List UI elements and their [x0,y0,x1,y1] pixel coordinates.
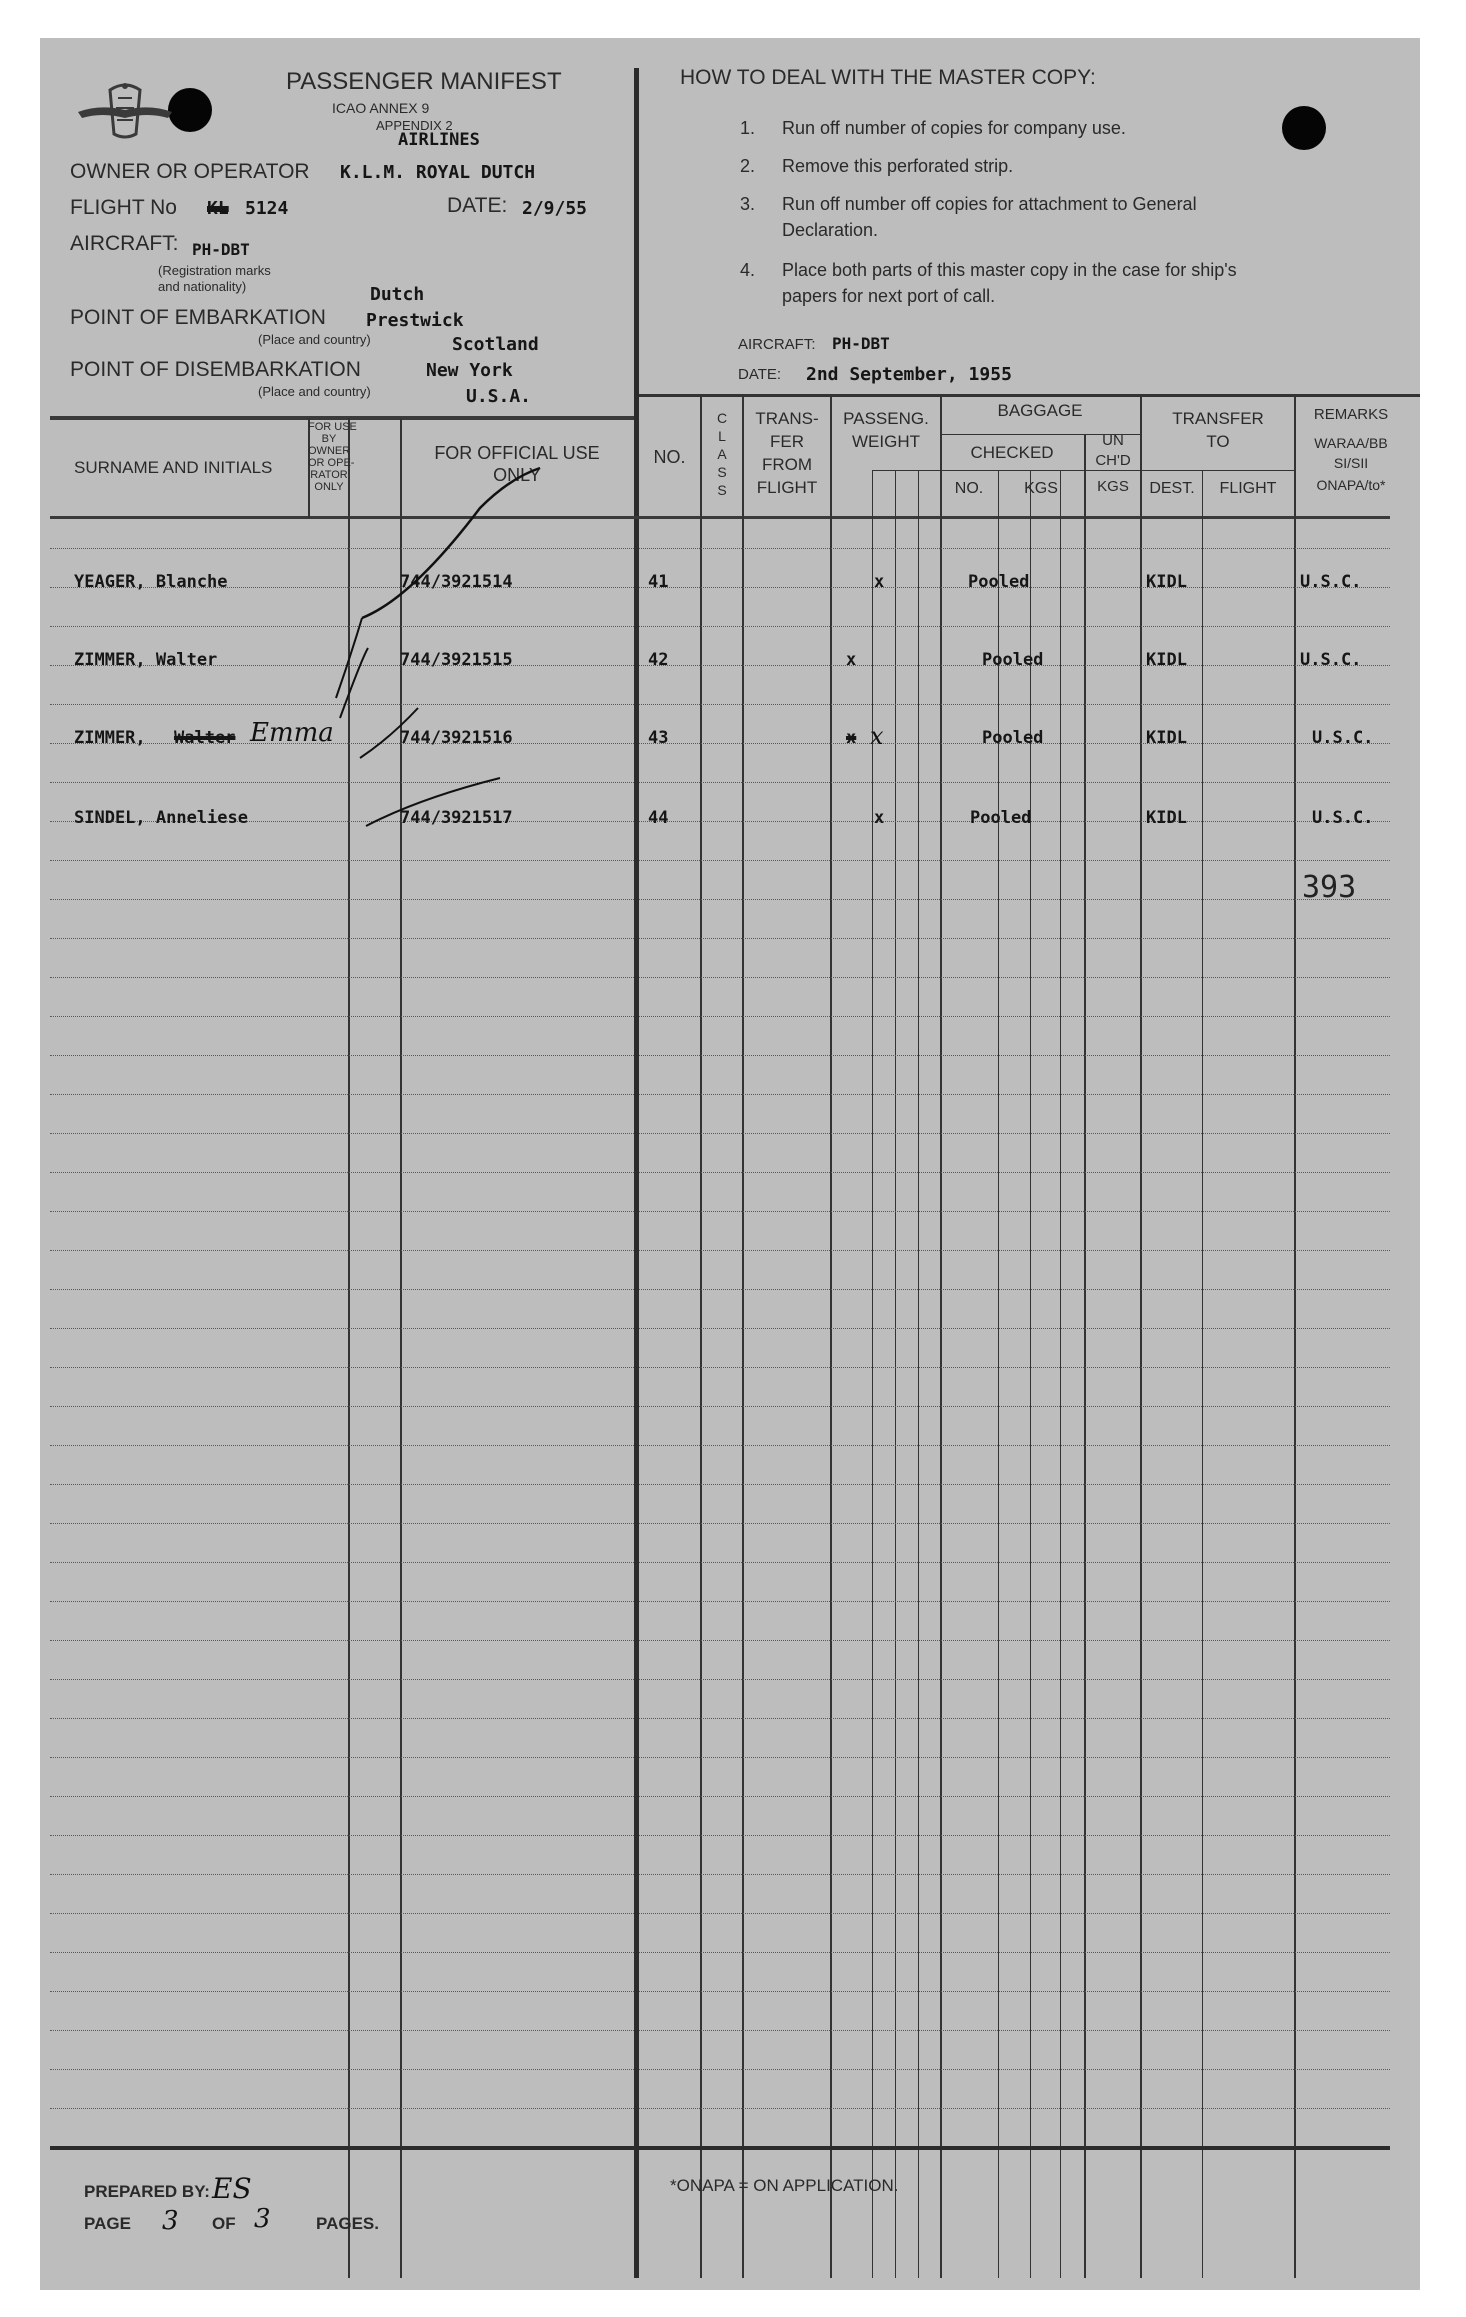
passenger-1-remarks: U.S.C. [1300,572,1362,592]
row-line-left [50,1406,634,1407]
date-value: 2/9/55 [522,198,588,219]
page-label: PAGE [84,2214,131,2233]
row-line-right [639,2030,1390,2031]
instruction-3-text-1: Run off number off copies for attachment to General [782,194,1197,214]
instruction-3-text-2: Declaration. [782,220,879,240]
passenger-4-no: 44 [648,808,669,828]
header-class-5: S [717,482,727,498]
row-line-right [639,977,1390,978]
col-line-remarks [1294,396,1296,2278]
passenger-2-name: ZIMMER, Walter [74,650,218,670]
of-label: OF [212,2214,236,2233]
header-transfer-to-1: TRANSFER [1172,409,1264,428]
row-line-left [50,1640,634,1641]
passenger-3-name-handwritten: Emma [250,718,334,748]
row-line-left [50,2108,634,2109]
passenger-4-dest: KIDL [1146,808,1187,828]
row-line-right [639,1757,1390,1758]
row-line-right [639,1835,1390,1836]
instruction-aircraft-label: AIRCRAFT: [738,336,816,353]
row-line-right [639,860,1390,861]
aircraft-label: AIRCRAFT: [70,232,179,255]
header-weight-1: PASSENG. [843,409,929,428]
header-owner-use-1: FOR USE [308,421,357,433]
instruction-aircraft-value: PH-DBT [832,334,890,353]
row-line-right [639,938,1390,939]
col-line-bag-kgs-sub-2 [1060,470,1061,2278]
header-owner-use-6: ONLY [314,481,344,493]
row-line-left [50,1757,634,1758]
row-line-right [639,1367,1390,1368]
flight-prefix-struck: KL [207,198,229,219]
row-line-right [639,1445,1390,1446]
passenger-4-name: SINDEL, Anneliese [74,808,248,828]
col-line-dest [1202,470,1203,2278]
row-line-right [639,1055,1390,1056]
header-transfer-from-4: FLIGHT [756,478,818,497]
row-line-right [639,1484,1390,1485]
row-line-left [50,977,634,978]
date-label: DATE: [447,194,508,217]
row-line-right [639,626,1390,627]
header-weight-2: WEIGHT [852,432,920,451]
row-line-right [639,782,1390,783]
perforation-divider [634,68,639,2278]
instruction-2-num: 2. [740,156,756,176]
row-line-left [50,1562,634,1563]
col-line-unchecked [1084,434,1086,2278]
passenger-2-ticket: 744/3921515 [400,650,513,670]
row-line-left [50,2030,634,2031]
flight-label: FLIGHT No [70,196,177,219]
footer-line [50,2146,1390,2150]
row-line-left [50,1913,634,1914]
row-line-right [639,1172,1390,1173]
registration-note-2: and nationality) [158,279,247,294]
embarkation-place: Prestwick [366,310,464,331]
manifest-sheet [40,38,1420,2290]
col-line-no [700,396,702,2278]
col-line-class [742,396,744,2278]
header-baggage: BAGGAGE [997,401,1083,420]
header-transfer-to-2: TO [1206,432,1230,451]
of-value: 3 [254,2204,271,2234]
row-line-right [639,1679,1390,1680]
row-line-right [639,1406,1390,1407]
passenger-3-baggage: Pooled [982,728,1044,748]
row-line-left [50,1484,634,1485]
instruction-date-label: DATE: [738,366,782,383]
passenger-2-dest: KIDL [1146,650,1187,670]
disembarkation-country: U.S.A. [466,386,532,407]
transfer-to-underline [1140,470,1294,471]
passenger-1-baggage: Pooled [968,572,1030,592]
header-remarks-3: ONAPA/to* [1316,477,1386,493]
instruction-1-num: 1. [740,118,756,138]
disembarkation-place: New York [426,360,513,381]
passenger-2-remarks: U.S.C. [1300,650,1362,670]
passenger-2-baggage: Pooled [982,650,1044,670]
instruction-1-text: Run off number of copies for company use. [782,118,1126,138]
row-line-right [639,1601,1390,1602]
row-line-left [50,1328,634,1329]
col-line-weight [940,396,942,2278]
row-line-right [639,1523,1390,1524]
col-line-transfer-to [1140,396,1142,2278]
row-line-right [639,1016,1390,1017]
row-line-left [50,1367,634,1368]
instruction-2-text: Remove this perforated strip. [782,156,1014,176]
header-official-2: ONLY [493,465,541,485]
passenger-4-remarks: U.S.C. [1312,808,1374,828]
instruction-4-num: 4. [740,260,756,280]
passenger-4-weight-mark: x [874,808,885,828]
header-class-4: S [717,464,727,480]
header-transfer-from-3: FROM [761,455,813,474]
row-line-right [639,1211,1390,1212]
header-unchecked-3: KGS [1097,478,1129,495]
passenger-2-weight-mark: x [846,650,857,670]
passenger-3-ticket: 744/3921516 [400,728,513,748]
header-transfer-from-2: FER [770,432,804,451]
flight-number: 5124 [245,198,289,219]
header-unchecked-1: UN [1102,432,1124,449]
punch-hole-right [1282,106,1326,150]
row-line-right [639,2069,1390,2070]
row-line-right [639,1718,1390,1719]
instruction-4-text-1: Place both parts of this master copy in the case for ship's [782,260,1237,280]
header-owner-use-3: OWNER [308,445,351,457]
col-line-weight-sub-3 [918,470,919,2278]
passenger-1-weight-mark: x [874,572,885,592]
row-line-left [50,1601,634,1602]
row-line-right [639,1328,1390,1329]
appendix: APPENDIX 2 [376,118,453,133]
passenger-3-name: ZIMMER, [74,728,146,748]
row-line-left [50,1055,634,1056]
header-transfer-from-1: TRANS- [755,409,819,428]
prepared-by-label: PREPARED BY: [84,2182,210,2201]
header-bag-no: NO. [954,480,984,497]
header-unchecked-2: CH'D [1095,452,1131,469]
instruction-3-num: 3. [740,194,756,214]
row-line-right [639,2108,1390,2109]
row-line-right [639,1289,1390,1290]
onapa-note: *ONAPA = ON APPLICATION. [670,2176,899,2195]
header-remarks-1: WARAA/BB [1314,435,1388,451]
icao-annex: ICAO ANNEX 9 [332,100,430,116]
row-line-left [50,1289,634,1290]
header-class-1: C [716,410,728,426]
embarkation-label: POINT OF EMBARKATION [70,306,326,329]
row-line-left [50,1952,634,1953]
passenger-3-no: 43 [648,728,669,748]
row-line-right [639,1250,1390,1251]
nationality-value: Dutch [370,284,425,305]
header-class-2: L [718,428,726,444]
row-line-left [50,899,634,900]
row-line-right [639,899,1390,900]
owner-value: K.L.M. ROYAL DUTCH [340,162,536,183]
row-line-right [639,1640,1390,1641]
prepared-by-value: ES [212,2172,252,2205]
handwritten-tick-marks-icon [40,458,640,858]
instruction-date-value: 2nd September, 1955 [806,364,1012,385]
header-dest: DEST. [1149,480,1195,497]
instruction-4-text-2: papers for next port of call. [782,286,996,306]
row-line-left [50,1991,634,1992]
row-line-left [50,1211,634,1212]
header-bag-kgs: KGS [1024,480,1058,497]
instructions-heading: HOW TO DEAL WITH THE MASTER COPY: [680,66,1096,89]
passenger-1-name: YEAGER, Blanche [74,572,228,592]
header-owner-use-2: BY [321,433,337,445]
row-line-right [639,1094,1390,1095]
header-remarks-2: SI/SII [1333,455,1369,471]
page-value: 3 [162,2206,179,2236]
embarkation-place-note: (Place and country) [258,332,371,347]
row-line-left [50,1718,634,1719]
owner-value-line1: AIRLINES [398,130,480,150]
passenger-3-remarks: U.S.C. [1312,728,1374,748]
owner-label: OWNER OR OPERATOR [70,160,310,183]
row-line-left [50,1796,634,1797]
row-line-left [50,1523,634,1524]
header-owner-use-4: OR OPE- [308,457,355,469]
row-line-right [639,1796,1390,1797]
row-line-right [639,1952,1390,1953]
row-line-right [639,1562,1390,1563]
klm-crown-logo-icon [70,78,180,148]
passenger-1-dest: KIDL [1146,572,1187,592]
row-line-left [50,2069,634,2070]
row-line-right [639,1913,1390,1914]
row-line-left [50,1172,634,1173]
header-checked: CHECKED [970,443,1054,462]
row-line-right [639,1133,1390,1134]
passenger-3-weight-handwritten: x [870,722,884,750]
passenger-2-no: 42 [648,650,669,670]
disembarkation-place-note: (Place and country) [258,384,371,399]
header-line-left [50,416,634,420]
row-line-left [50,1445,634,1446]
row-line-right [639,548,1390,549]
passenger-4-baggage: Pooled [970,808,1032,828]
col-line-weight-sub-2 [895,470,896,2278]
passenger-3-name-struck: Walter [174,728,236,748]
aircraft-value: PH-DBT [192,240,250,259]
header-surname: SURNAME AND INITIALS [74,458,273,477]
col-line-transfer-from [830,396,832,2278]
row-line-left [50,860,634,861]
row-line-left [50,938,634,939]
row-line-right [639,704,1390,705]
row-line-left [50,1133,634,1134]
row-line-left [50,1094,634,1095]
row-line-left [50,1250,634,1251]
passenger-3-dest: KIDL [1146,728,1187,748]
row-line-left [50,1679,634,1680]
passenger-1-ticket: 744/3921514 [400,572,513,592]
passenger-3-weight-mark: x [846,728,857,748]
embarkation-country: Scotland [452,334,539,355]
row-line-left [50,1874,634,1875]
manifest-title: PASSENGER MANIFEST [286,68,562,95]
header-official-1: FOR OFFICIAL USE [434,443,600,463]
header-remarks: REMARKS [1313,406,1389,423]
disembarkation-label: POINT OF DISEMBARKATION [70,358,361,381]
header-flight: FLIGHT [1219,480,1277,497]
row-line-right [639,1991,1390,1992]
row-line-left [50,1835,634,1836]
stamp-number: 393 [1302,870,1357,905]
header-no: NO. [653,447,686,467]
row-line-left [50,1016,634,1017]
registration-note-1: (Registration marks [158,263,271,278]
header-line-right [639,394,1420,397]
passenger-4-ticket: 744/3921517 [400,808,513,828]
header-owner-use-5: RATOR [310,469,348,481]
header-class-3: A [717,446,727,462]
passenger-1-no: 41 [648,572,669,592]
row-line-right [639,1874,1390,1875]
pages-label: PAGES. [316,2214,379,2233]
